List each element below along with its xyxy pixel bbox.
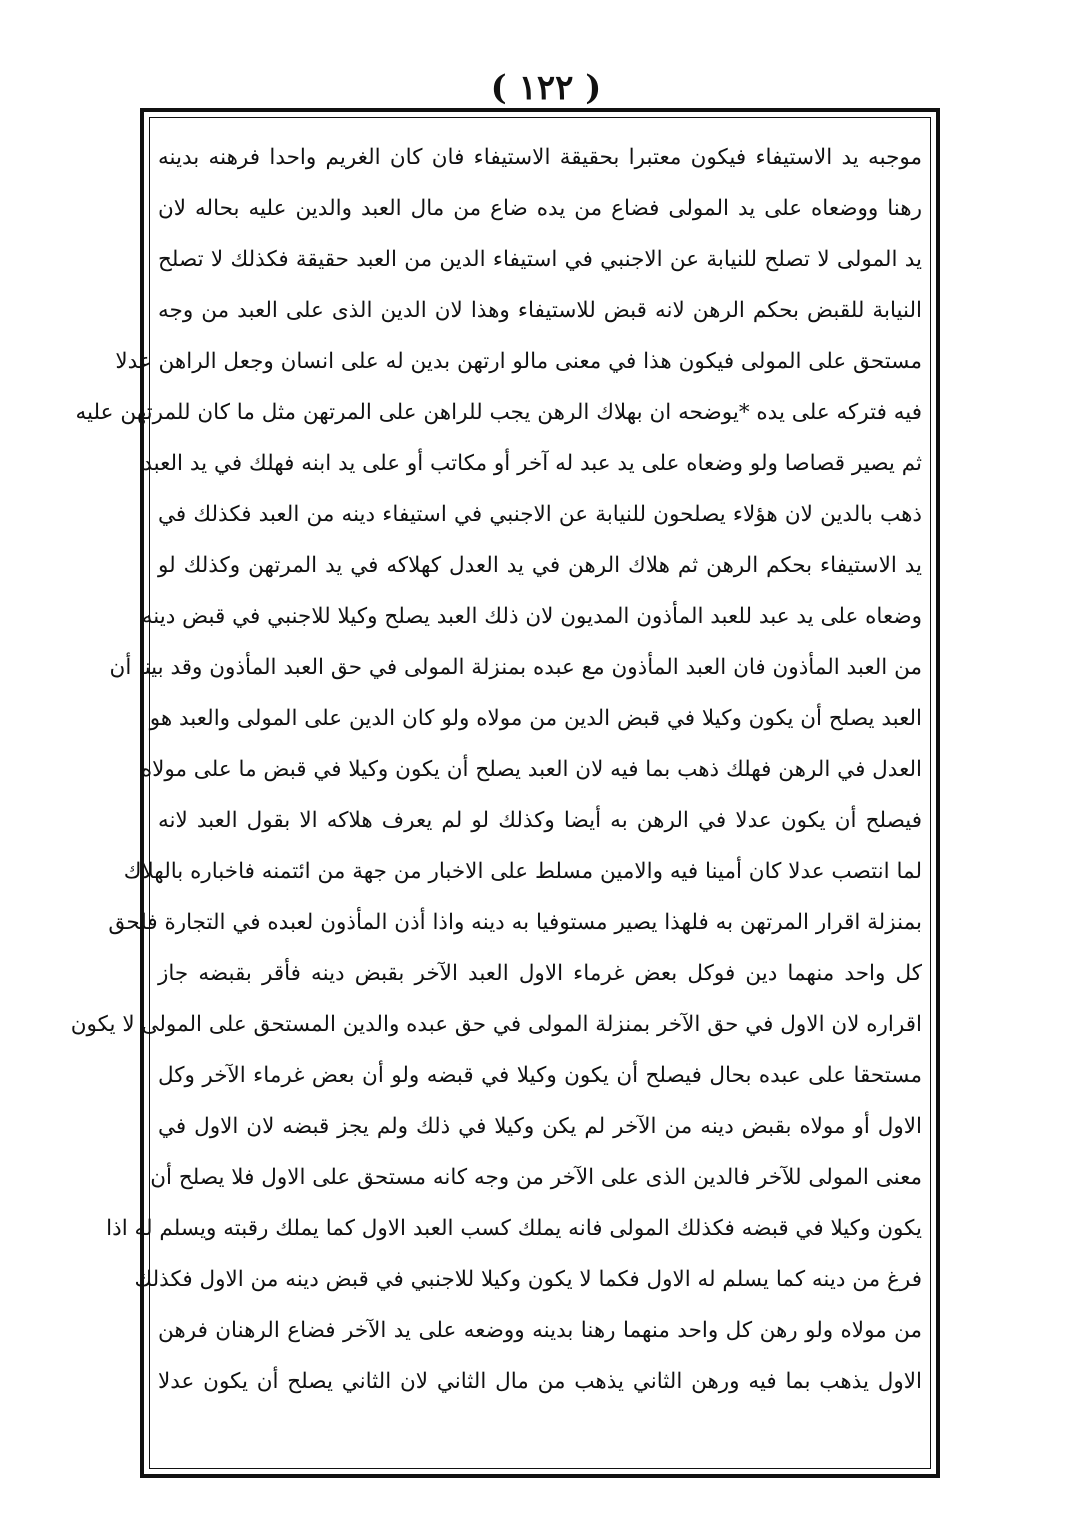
text-line: موجبه يد الاستيفاء فيكون معتبرا بحقيقة الاستيفاء فان كان الغريم واحدا فرهنه بدينه	[158, 145, 922, 170]
text-line: من مولاه ولو رهن كل واحد منهما رهنا بدينه ووضعه على يد الآخر فضاع الرهنان فرهن	[158, 1318, 923, 1343]
text-line: النيابة للقبض بحكم الرهن لانه قبض للاستيفاء وهذا لان الدين الذى على العبد من وجه	[158, 298, 922, 323]
text-line: لما انتصب عدلا كان أمينا فيه والامين مسلط على الاخبار من جهة من ائتمنه فاخباره بالهلاك	[123, 859, 922, 884]
text-line: ثم يصير قصاصا ولو وضعاه على يد عبد له آخر أو مكاتب أو على يد ابنه فهلك في يد العبد	[142, 451, 922, 476]
text-line: الاول أو مولاه بقبض دينه من الآخر لم يكن وكيلا في ذلك ولم يجز قبضه لان الاول في	[158, 1114, 922, 1139]
text-line: مستحق على المولى فيكون هذا في معنى مالو ارتهن بدين له على انسان وجعل الراهن عدلا	[115, 349, 922, 374]
text-line: فيه فتركه على يده *يوضحه ان بهلاك الرهن يجب للراهن على المرتهن مثل ما كان للمرتهن عليه	[75, 400, 922, 425]
page-number: ( ١٢٢ )	[490, 68, 602, 108]
text-line: كل واحد منهما دين فوكل بعض غرماء الاول العبد الآخر بقبض دينه فأقر بقبضه جاز	[158, 961, 922, 986]
text-line: يكون وكيلا في قبضه فكذلك المولى فانه يملك كسب العبد الاول كما يملك رقبته ويسلم له اذا	[106, 1216, 922, 1241]
body-text	[70, 132, 923, 1462]
text-line: مستحقا على عبده بحال فيصلح أن يكون وكيلا في قبضه ولو أن بعض غرماء الآخر وكل	[158, 1063, 922, 1088]
text-line: من العبد المأذون فان العبد المأذون مع عبده بمنزلة المولى في حق العبد المأذون وقد بينا أن	[109, 655, 922, 680]
page-border	[70, 108, 940, 1478]
text-line: الاول يذهب بما فيه ورهن الثاني يذهب من مال الثاني لان الثاني يصلح أن يكون عدلا	[158, 1369, 922, 1394]
text-line: يد المولى لا تصلح للنيابة عن الاجنبي في استيفاء الدين من العبد حقيقة فكذلك لا تصلح	[158, 247, 922, 272]
text-line: اقراره لان الاول في حق الآخر بمنزلة المولى في حق عبده والدين المستحق على المولى لا يكون	[70, 1012, 922, 1037]
text-line: وضعاه على يد عبد للعبد المأذون المديون لان ذلك العبد يصلح وكيلا للاجنبي في قبض دينه	[141, 604, 922, 629]
text-line: العبد يصلح أن يكون وكيلا في قبض الدين من مولاه ولو كان الدين على المولى والعبد هو	[149, 706, 922, 731]
text-line: فيصلح أن يكون عدلا في الرهن به أيضا وكذلك لو لم يعرف هلاكه الا بقول العبد لانه	[158, 808, 922, 833]
text-line: فرغ من دينه كما يسلم له الاول فكما لا يكون وكيلا للاجنبي في قبض دينه من الاول فكذلك	[134, 1267, 922, 1292]
text-line: معنى المولى للآخر فالدين الذى على الآخر من وجه كانه مستحق على الاول فلا يصلح أن	[150, 1165, 922, 1190]
text-line: بمنزلة اقرار المرتهن به فلهذا يصير مستوفيا به دينه واذا أذن المأذون لعبده في التجارة فلحق	[108, 910, 922, 935]
text-line: ذهب بالدين لان هؤلاء يصلحون للنيابة عن الاجنبي في استيفاء دينه من العبد فكذلك في	[158, 502, 922, 527]
text-line: رهنا ووضعاه على يد المولى فضاع من يده ضاع من مال العبد والدين عليه بحاله لان	[158, 196, 922, 221]
text-line: يد الاستيفاء بحكم الرهن ثم هلاك الرهن في يد العدل كهلاكه في يد المرتهن وكذلك لو	[158, 553, 922, 578]
text-line: العدل في الرهن فهلك ذهب بما فيه لان العبد يصلح أن يكون وكيلا في قبض ما على مولاه	[140, 757, 922, 782]
